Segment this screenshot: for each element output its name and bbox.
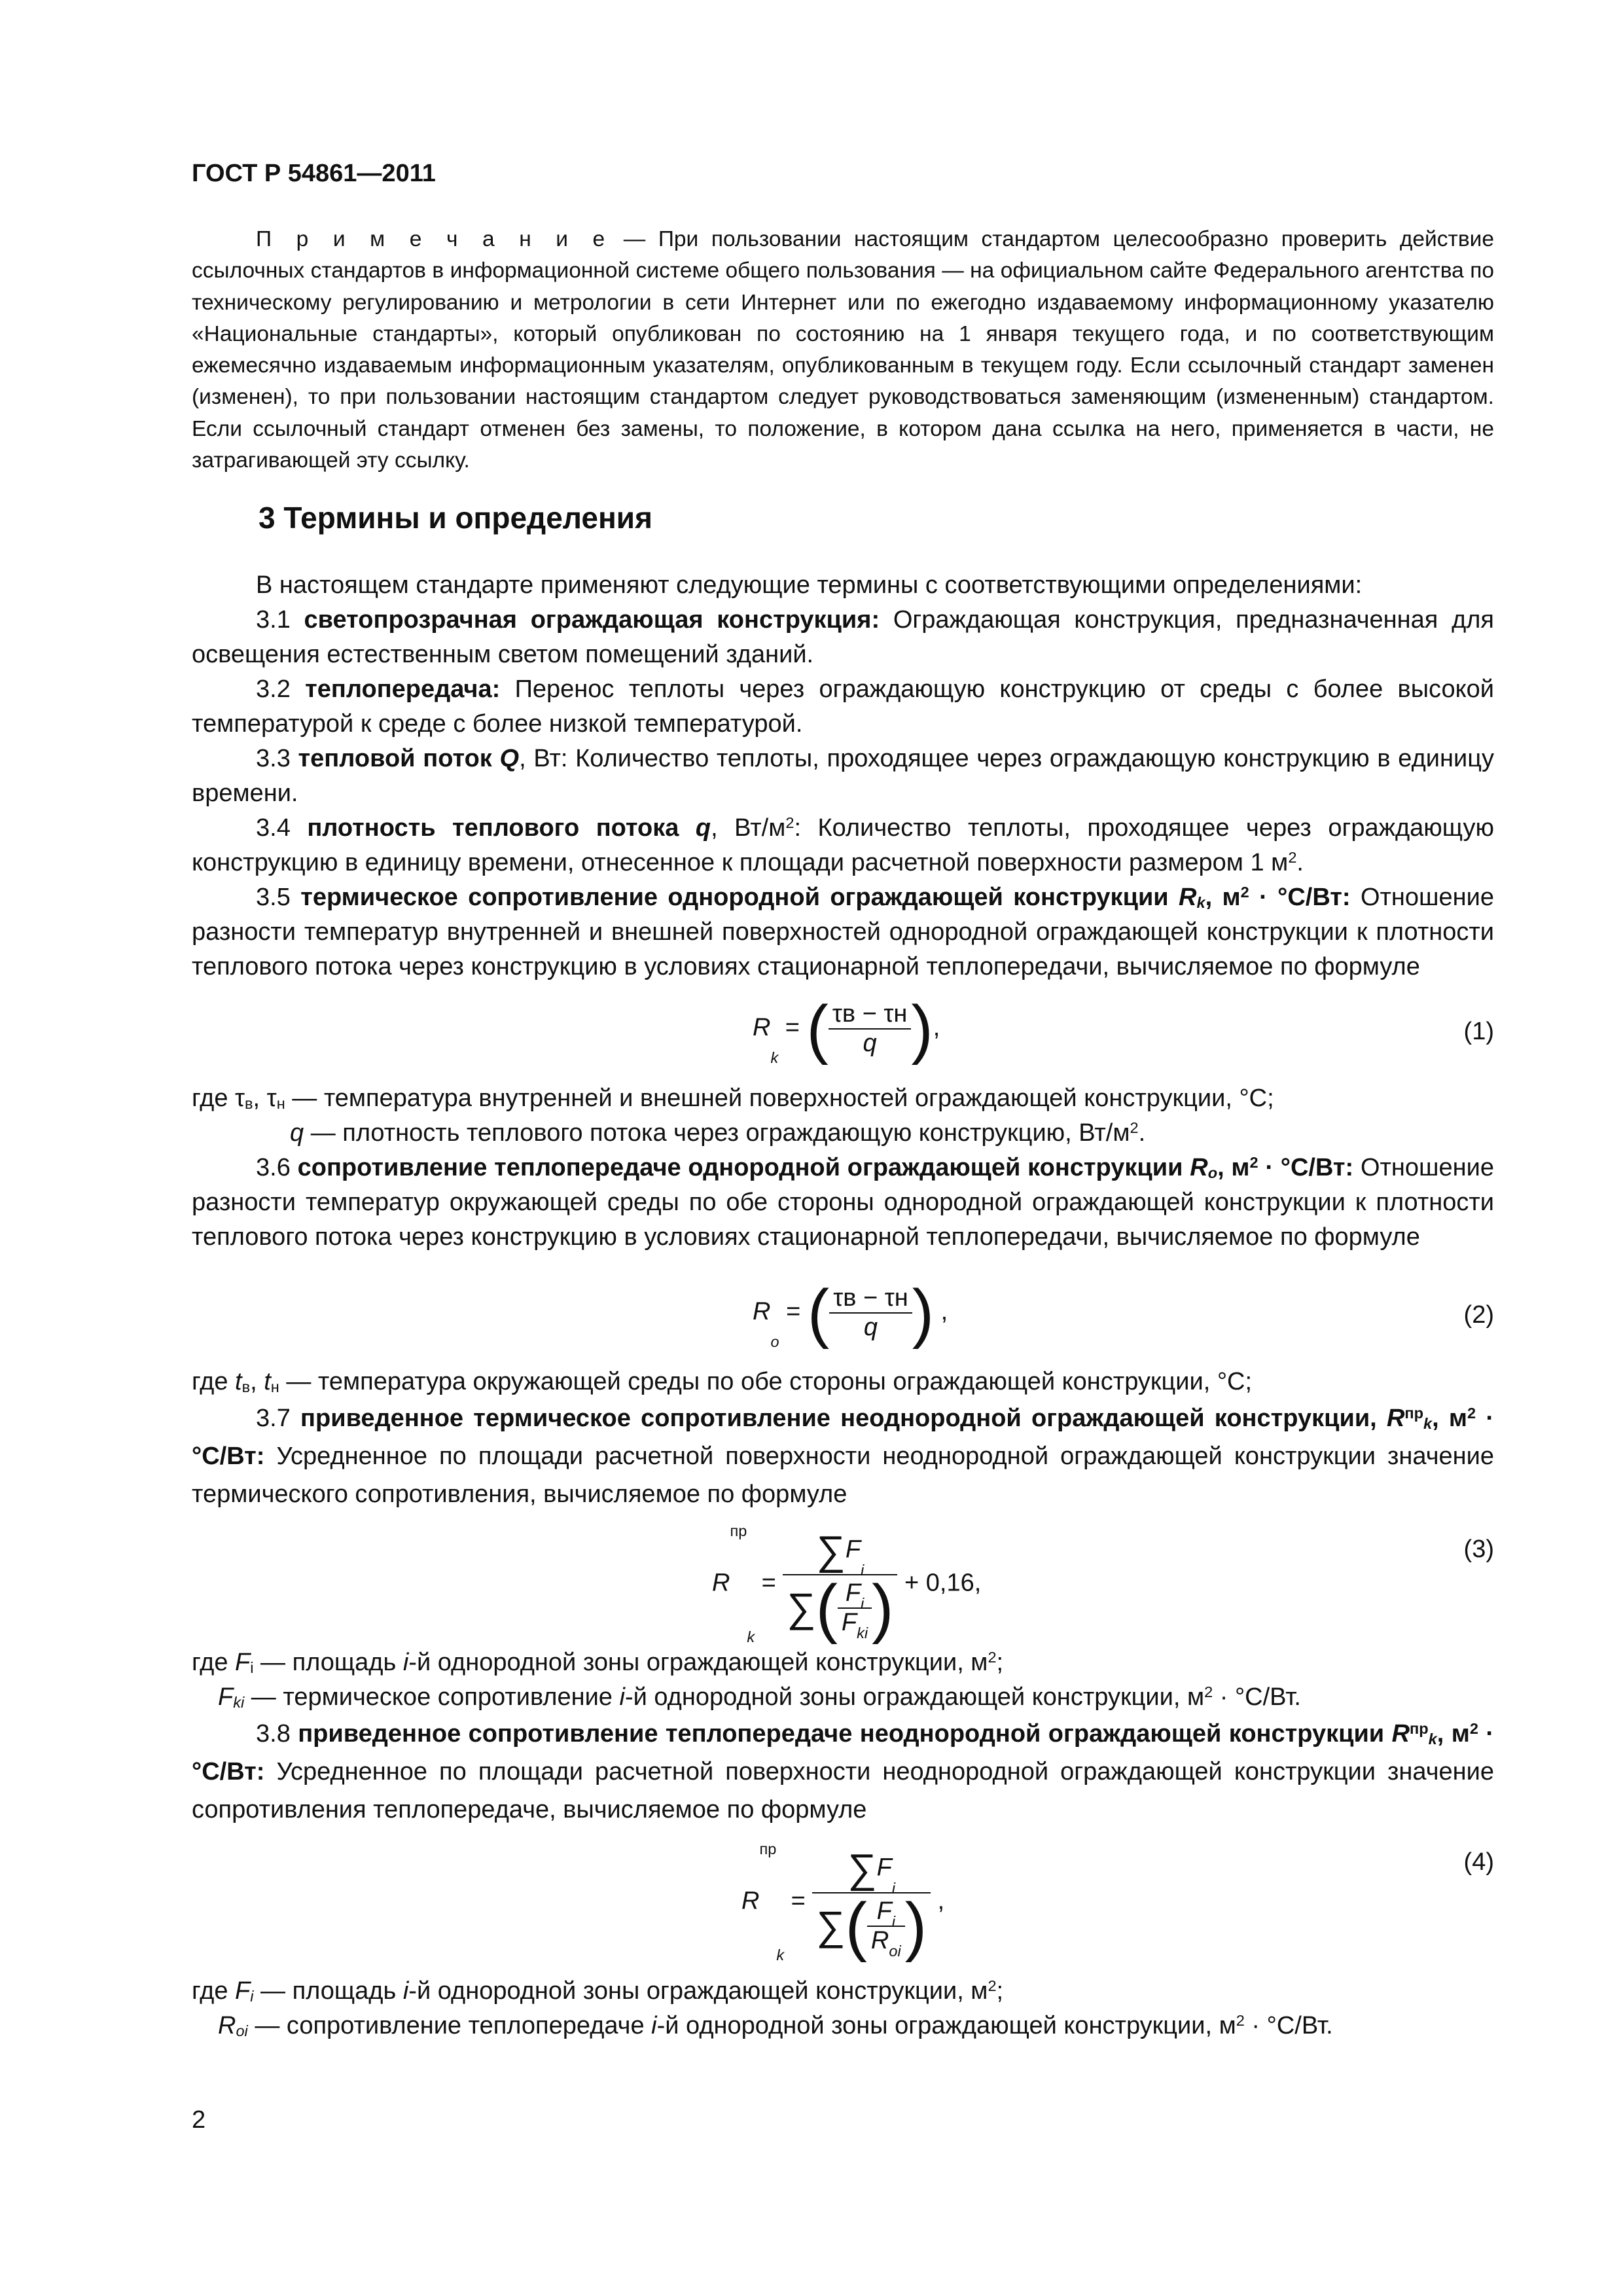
section-heading: 3 Термины и определения <box>259 501 652 535</box>
where-3-b: $F_{ki}$ — термическое сопротивление i-й однородной зоны ограждающей конструкции, $м^2 \cdot ^\circ С/Вт$. <box>218 1683 1301 1711</box>
term-3-8: 3.8 приведенное сопротивление теплопередаче неоднородной ограждающей конструкции $R^{пр}_k$, $м^2 \cdot ^\circ С/Вт$: Усредненное по площади расчетной поверхности неоднородной ограждающей конструкции значение сопротивления теплопередаче, вычисляемое по формуле <box>192 1720 1494 1823</box>
where-block-4 <box>192 1974 1494 2043</box>
term-3-7: 3.7 приведенное термическое сопротивление неоднородной ограждающей конструкции, $R^{пр}_k$, $м^2 \cdot ^\circ С/Вт$: Усредненное по площади расчетной поверхности неоднородной ограждающей конструкции значение термического сопротивления, вычисляемое по формуле <box>192 1405 1494 1508</box>
term-3-4: 3.4 плотность теплового потока q, $Вт/м^2$: Количество теплоты, проходящее через ограждающую конструкцию в единицу времени, отнесенное к площади расчетной поверхности размером 1 $м^2$. <box>192 814 1495 876</box>
formula-4: $R^{пр}_k$ = $\sum F_i$ ∑( $\frac{F_i}{R_{oi}}$ ) , <box>741 1840 945 1964</box>
term-3-6: 3.6 сопротивление теплопередаче однородной ограждающей конструкции $R_o$, $м^2 \cdot ^\circ С/Вт$: Отношение разности температур окружающей среды по обе стороны однородной ограждающей конструкции к плотности теплового потока через конструкцию в условиях стационарной теплопередачи, вычисляемое по формуле <box>192 1154 1495 1251</box>
document-code-header: ГОСТ Р 54861—2011 <box>192 160 436 187</box>
page-number: 2 <box>192 2106 206 2134</box>
where-block-1 <box>192 1081 1494 1255</box>
where-1-b: q — плотность теплового потока через ограждающую конструкцию, $Вт/м^2$. <box>290 1119 1146 1147</box>
reference-note <box>192 224 1494 476</box>
formula-3-label: (3) <box>1463 1535 1494 1563</box>
where-block-3 <box>192 1645 1494 1829</box>
where-4-a: где $F_i$ — площадь i-й однородной зоны ограждающей конструкции, $м^2$; <box>192 1977 1004 2005</box>
where-4-b: $R_{oi}$ — сопротивление теплопередаче i-й однородной зоны ограждающей конструкции, $м^2 \cdot ^\circ С/Вт$. <box>218 2012 1333 2039</box>
formula-4-label: (4) <box>1463 1848 1494 1876</box>
formula-3: $R^{пр}_k$ = $\sum F_i$ ∑( $\frac{F_i}{F_{ki}}$ ) + 0,16, <box>712 1522 982 1645</box>
where-3-a: где $F_i$ — площадь i-й однородной зоны ограждающей конструкции, $м^2$; <box>192 1649 1004 1676</box>
term-3-2: 3.2 теплопередача: Перенос теплоты через ограждающую конструкцию от среды с более высокой температурой к среде с более низкой температурой. <box>192 675 1494 738</box>
formula-2: $R_o$ = ( $\frac{\tau в - \tau н}{q}$ ) , <box>753 1276 948 1350</box>
intro-paragraph: В настоящем стандарте применяют следующие термины с соответствующими определениями: <box>256 571 1363 599</box>
note-label: П р и м е ч а н и е <box>256 227 611 251</box>
formula-2-label: (2) <box>1463 1301 1494 1329</box>
where-block-2 <box>192 1365 1494 1513</box>
note-text: — При пользовании настоящим стандартом целесообразно проверить действие ссылочных стандартов в информационной системе общего пользования — на официальном сайте Федерального агентства по техническому регулированию и метрологии в сети Интернет или по ежегодно издаваемому информационному указателю «Национальные стандарты», который опубликован по состоянию на 1 января текущего года, и по соответствующим ежемесячно издаваемым информационным указателям, опубликованным в текущем году. Если ссылочный стандарт заменен (изменен), то при пользовании настоящим стандартом следует руководствоваться заменяющим (измененным) стандартом. Если ссылочный стандарт отменен без замены, то положение, в котором дана ссылка на него, применяется в части, не затрагивающей эту ссылку. <box>192 227 1494 473</box>
terms-block-1 <box>192 568 1494 984</box>
where-1-a: где $\tau_в$, $\tau_н$ — температура внутренней и внешней поверхностей ограждающей конструкции, °С; <box>192 1085 1274 1112</box>
term-3-1: 3.1 светопрозрачная ограждающая конструкция: Ограждающая конструкция, предназначенная для освещения естественным светом помещений зданий. <box>192 606 1494 668</box>
where-2: где $t_в$, $t_н$ — температура окружающей среды по обе стороны ограждающей конструкции, °С; <box>192 1368 1253 1395</box>
formula-1: $R_k$ = ( $\frac{\tau в - \tau н}{q}$ ), <box>753 992 940 1066</box>
term-3-5: 3.5 термическое сопротивление однородной ограждающей конструкции $R_k$, $м^2 \cdot ^\circ С/Вт$: Отношение разности температур внутренней и внешней поверхностей однородной ограждающей конструкции к плотности теплового потока через конструкцию в условиях стационарной теплопередачи, вычисляемое по формуле <box>192 884 1494 980</box>
term-3-3: 3.3 тепловой поток Q, Вт: Количество теплоты, проходящее через ограждающую конструкцию в единицу времени. <box>192 745 1494 807</box>
formula-1-label: (1) <box>1463 1018 1494 1045</box>
